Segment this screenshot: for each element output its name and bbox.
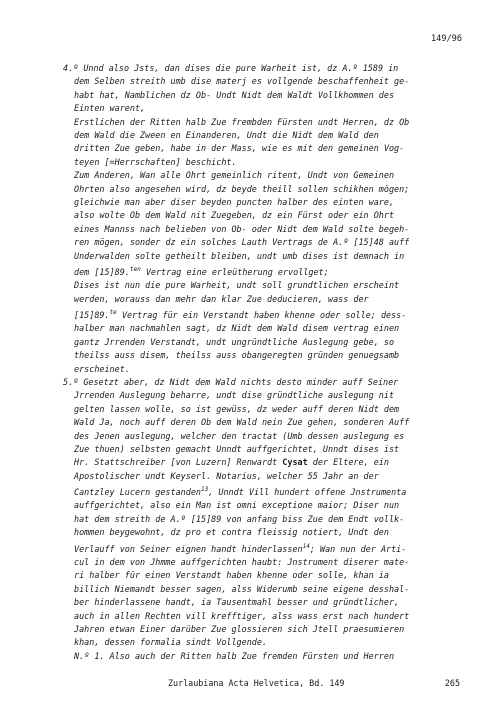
text-line: Apostolischer undt Keyserl. Notarius, welcher 55 Jahr an der	[74, 470, 379, 481]
text-line: ber hinderlassene handt, ia Tausentmahl besser und gründtlicher,	[74, 597, 400, 608]
document-body	[63, 62, 468, 663]
text-line: dem Wald die Zween en Einanderen, Undt die Nidt dem Wald den	[74, 130, 379, 141]
text-line: Jrrenden Auslegung beharre, undt dise gründtliche auslegung nit	[74, 390, 395, 401]
text-line: also wolte Ob dem Wald nit Zuegeben, dz ein Fürst oder ein Ohrt	[74, 210, 395, 221]
text-line: dritten Zue geben, habe in der Mass, wie es mit den gemeinen Vog-	[74, 143, 405, 154]
text-line: ren mögen, sonder dz ein solches Lauth Vertrags de A.º [15]48 auff	[74, 237, 410, 248]
footer-title: Zurlaubiana Acta Helvetica, Bd. 149	[168, 678, 345, 688]
text-line: gleichwie man aber diser beyden puncten halber des einten ware,	[74, 197, 395, 208]
text-line: Wald Ja, noch auff deren Ob dem Wald nein Zue gehen, sonderen Auff	[74, 417, 410, 428]
text-line: [15]89.$^{te}$ Vertrag für ein Verstandt haben khenne oder solle; dess-	[74, 309, 407, 320]
text-line: 4.º Unnd also Jsts, dan dises die pure Warheit ist, dz A.º 1589 in	[63, 63, 399, 73]
superscript: te	[109, 309, 117, 317]
text-line: auffgerichtet, also ein Man ist omni exceptione maior; Diser nun	[74, 500, 400, 511]
bold-name: Cysat	[282, 457, 308, 468]
text-line: khan, dessen formalia sindt Vollgende.	[74, 637, 268, 648]
text-line: halber man nachmahlen sagt, dz Nidt dem Wald disem vertrag einen	[74, 323, 400, 334]
text-line: dem [15]89.$^{ten}$ Vertrag eine erleütherung ervollget;	[74, 266, 329, 277]
text-line: Zum Anderen, Wan alle Ohrt gemeinlich ritent, Undt von Gemeinen	[74, 170, 395, 181]
text-line: Underwalden solte getheilt bleiben, undt umb dises ist demnach in	[74, 250, 405, 261]
superscript: ten	[129, 266, 141, 274]
text-line: teyen [=Herrschaften] beschicht.	[74, 156, 237, 167]
text-line: Dises ist nun die pure Warheit, undt soll grundtlichen erscheint	[74, 280, 400, 291]
footer-page-number: 265	[444, 678, 460, 688]
text-line: cul in dem von Jhmme auffgerichten haubt: Jnstrument diserer mate-	[74, 556, 410, 567]
text-line: Erstlichen der Ritten halb Zue frembden Fürsten undt Herren, dz Ob	[74, 116, 410, 127]
text-line: Jahren etwan Einer darüber Zue glossieren sich Jtell praesumieren	[74, 623, 405, 634]
text-line: eines Mannss nach belieben von Ob- oder Nidt dem Wald solte begeh-	[74, 223, 410, 234]
text-line: billich Niemandt besser sagen, alss Widerumb seine eigene desshal-	[74, 583, 410, 594]
text-line: Einten warent,	[74, 103, 146, 114]
text-line: werden, worauss dan mehr dan klar Zue deducieren, wass der	[74, 293, 369, 304]
text-line: habt hat, Namblichen dz Ob- Undt Nidt dem Waldt Vollkhommen des	[74, 89, 395, 100]
text-line: erscheinet.	[74, 363, 130, 374]
text-line: Verlauff von Seiner eignen handt hinderlassen$^{14}$; Wan nun der Arti-	[74, 542, 407, 554]
text-line: hommen beygewohnt, dz pro et contra fleissig notiert, Undt den	[74, 527, 389, 538]
text-line: Ohrten also angesehen wird, dz beyde theill sollen schikhen mögen;	[74, 183, 410, 194]
text-line: 5.º Gesetzt aber, dz Nidt dem Wald nichts desto minder auff Seiner	[63, 376, 399, 387]
text-line: Zue thuen) selbsten gemacht Unndt auffgerichtet, Unndt dises ist	[74, 444, 400, 454]
text-line: Cantzley Lucern gestanden$^{13}$, Unndt Vill hundert offene Jnstrumenta	[74, 486, 407, 498]
text-line: dem Selben streith umb dise materj es vollgende beschaffenheit ge-	[74, 76, 410, 87]
superscript: 14	[302, 542, 310, 550]
page-reference: 149/96	[430, 34, 462, 44]
text-line: theilss auss disem, theilss auss obangeregten gründen genuegsamb	[74, 350, 400, 361]
text-line: ri halber für einen Verstandt haben khenne oder solle, khan ia	[74, 570, 389, 581]
superscript: 13	[201, 486, 209, 494]
text-line: des Jenen auslegung, welcher den tractat (Umb dessen auslegung es	[74, 430, 405, 441]
text-line: N.º 1. Also auch der Ritten halb Zue fremden Fürsten und Herren	[74, 650, 395, 661]
text-line: gantz Jrrenden Verstandt, undt ungründtliche Auslegung gebe, so	[74, 336, 395, 347]
text-line: auch in allen Rechten vill krefftiger, alss wass erst nach hundert	[74, 610, 410, 621]
text-line: gelten lassen wolle, so ist gewüss, dz weder auff deren Nidt dem	[74, 403, 400, 414]
text-line: Hr. Stattschreiber [von Luzern] Renwardt Cysat der Eltere, ein	[74, 457, 389, 468]
text-line: hat dem streith de A.º [15]89 von anfang biss Zue dem Endt vollk-	[74, 513, 405, 524]
